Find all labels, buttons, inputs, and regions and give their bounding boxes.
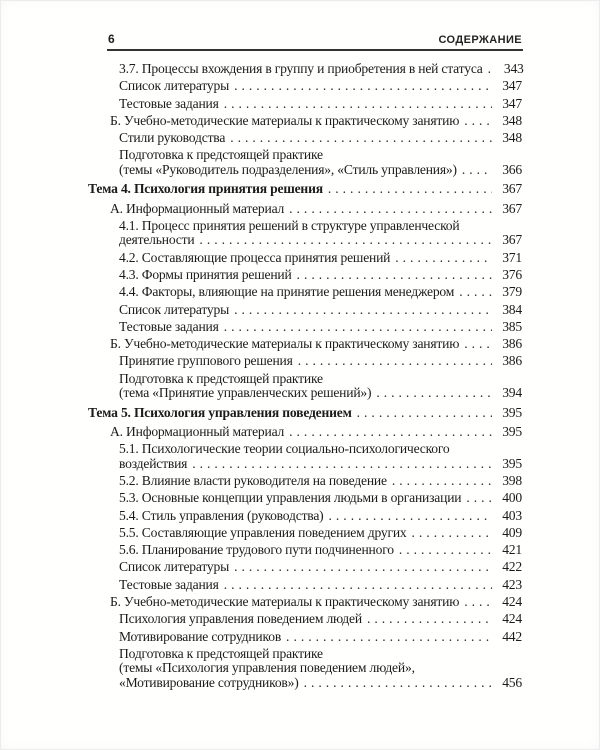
toc-entry-page: 348: [502, 130, 522, 146]
toc-entry-page: 424: [502, 611, 522, 627]
toc-entry-text: Список литературы: [119, 78, 230, 94]
toc-entry-text: Б. Учебно-методические материалы к практическому занятию: [110, 112, 460, 128]
toc-entry-text: Список литературы: [119, 559, 230, 575]
toc-entry-text: (тема «Принятие управленческих решений»): [119, 385, 372, 401]
dot-leader: [464, 593, 492, 610]
toc-entry-text: 4.2. Составляющие процесса принятия решений: [119, 249, 391, 265]
toc-entry: [0, 472, 600, 489]
dot-leader: [192, 455, 492, 472]
toc-entry: [0, 180, 600, 197]
toc-entry-page: 367: [502, 181, 522, 197]
toc-entry-page: 421: [502, 542, 522, 558]
toc-entry-page: 423: [502, 576, 522, 592]
dot-leader: [289, 423, 492, 440]
toc-entry-text: 3.7. Процессы вхождения в группу и приобретения в ней статуса: [119, 61, 483, 76]
toc-entry: [0, 628, 600, 645]
dot-leader: [304, 674, 492, 691]
dot-leader: [224, 318, 492, 335]
toc-entry-page: 348: [502, 112, 522, 128]
dot-leader: [234, 77, 492, 94]
toc-entry-page: 398: [502, 472, 522, 488]
toc-entry: [0, 283, 600, 300]
toc-entry: [0, 77, 600, 94]
toc-entry: [0, 95, 600, 112]
toc-entry: [0, 335, 600, 352]
page-header: [0, 0, 600, 49]
toc-entry-text: воздействия: [119, 455, 188, 471]
toc-entry-text: Список литературы: [119, 301, 230, 317]
table-of-contents: [0, 51, 600, 691]
dot-leader: [399, 541, 492, 558]
toc-entry-page: 400: [502, 490, 522, 506]
toc-entry-text: Б. Учебно-методические материалы к практическому занятию: [110, 594, 460, 610]
toc-entry-page: 394: [502, 385, 522, 401]
toc-entry-text: 5.2. Влияние власти руководителя на поведение: [119, 472, 387, 488]
toc-entry-page: 371: [502, 249, 522, 265]
toc-entry-text: Мотивирование сотрудников: [119, 628, 282, 644]
toc-entry-text: 5.5. Составляющие управления поведением других: [119, 524, 407, 540]
toc-entry-text: 5.4. Стиль управления (руководства): [119, 507, 324, 523]
toc-entry: [0, 593, 600, 610]
toc-entry: [0, 576, 600, 593]
toc-entry: [0, 112, 600, 129]
toc-entry-text: Подготовка к предстоящей практике: [119, 645, 323, 661]
toc-entry-page: 343: [503, 61, 524, 76]
toc-entry: [0, 610, 600, 627]
toc-entry: [0, 541, 600, 558]
toc-entry-page: 422: [502, 559, 522, 575]
toc-entry: [0, 161, 600, 178]
toc-entry-text: Тестовые задания: [119, 318, 219, 334]
dot-leader: [297, 266, 492, 283]
dot-leader: [234, 301, 492, 318]
toc-entry: [0, 266, 600, 283]
toc-entry-text: А. Информационный материал: [110, 200, 285, 216]
dot-leader: [328, 180, 492, 197]
toc-entry-text: Тема 4. Психология принятия решения: [88, 181, 323, 197]
toc-entry: [0, 129, 600, 146]
toc-entry: [0, 352, 600, 369]
toc-entry: [0, 231, 600, 248]
dot-leader: [488, 60, 494, 77]
toc-entry-page: 424: [502, 594, 522, 610]
toc-entry-page: 403: [502, 507, 522, 523]
toc-entry-page: 386: [502, 353, 522, 369]
toc-entry-page: 442: [502, 628, 522, 644]
page-number: 6: [108, 32, 115, 46]
dot-leader: [357, 404, 492, 421]
dot-leader: [367, 610, 492, 627]
toc-entry-text: (темы «Психология управления поведением людей»,: [119, 660, 415, 676]
toc-entry-text: Подготовка к предстоящей практике: [119, 370, 323, 386]
toc-entry: [0, 200, 600, 217]
toc-entry-page: 409: [502, 524, 522, 540]
toc-entry-text: Б. Учебно-методические материалы к практическому занятию: [110, 336, 460, 352]
toc-entry: [0, 558, 600, 575]
toc-entry-text: 4.4. Факторы, влияющие на принятие решения менеджером: [119, 284, 455, 300]
toc-entry-page: 367: [502, 200, 522, 216]
toc-entry: [0, 423, 600, 440]
toc-entry-page: 347: [502, 78, 522, 94]
toc-entry: [0, 384, 600, 401]
toc-entry-text: Психология управления поведением людей: [119, 611, 362, 627]
dot-leader: [329, 507, 492, 524]
toc-entry-text: Подготовка к предстоящей практике: [119, 147, 323, 163]
toc-entry-text: 5.1. Психологические теории социально-психологического: [119, 441, 450, 457]
toc-entry-page: 456: [502, 674, 522, 690]
toc-entry-text: (темы «Руководитель подразделения», «Стиль управления»): [119, 161, 457, 177]
dot-leader: [224, 576, 492, 593]
toc-entry: [0, 404, 600, 421]
toc-entry-text: Тестовые задания: [119, 95, 219, 111]
toc-entry-text: Принятие группового решения: [119, 353, 293, 369]
dot-leader: [459, 283, 492, 300]
toc-entry: [0, 507, 600, 524]
toc-entry-page: 395: [502, 455, 522, 471]
toc-entry: [0, 60, 600, 77]
toc-entry-text: деятельности: [119, 232, 195, 248]
toc-entry-text: Стили руководства: [119, 130, 226, 146]
dot-leader: [199, 231, 492, 248]
dot-leader: [234, 558, 492, 575]
toc-entry-text: 4.3. Формы принятия решений: [119, 266, 292, 282]
toc-entry-text: «Мотивирование сотрудников»): [119, 674, 299, 690]
toc-entry: [0, 249, 600, 266]
toc-entry-text: 5.3. Основные концепции управления людьми в организации: [119, 490, 462, 506]
toc-entry-page: 366: [502, 161, 522, 177]
toc-entry: [0, 524, 600, 541]
toc-entry-text: Тестовые задания: [119, 576, 219, 592]
toc-entry-text: 4.1. Процесс принятия решений в структуре управленческой: [119, 217, 460, 233]
dot-leader: [412, 524, 492, 541]
running-title: СОДЕРЖАНИЕ: [438, 34, 522, 46]
toc-entry: [0, 301, 600, 318]
toc-entry-page: 384: [502, 301, 522, 317]
dot-leader: [289, 200, 492, 217]
toc-entry-page: 379: [502, 284, 522, 300]
toc-entry: [0, 489, 600, 506]
dot-leader: [464, 112, 492, 129]
toc-entry-text: Тема 5. Психология управления поведением: [88, 404, 352, 420]
dot-leader: [395, 249, 492, 266]
toc-entry-page: 367: [502, 232, 522, 248]
toc-entry-page: 386: [502, 336, 522, 352]
toc-entry-page: 385: [502, 318, 522, 334]
dot-leader: [392, 472, 492, 489]
dot-leader: [376, 384, 492, 401]
toc-entry-page: 347: [502, 95, 522, 111]
toc-entry-page: 395: [502, 404, 522, 420]
dot-leader: [466, 489, 492, 506]
dot-leader: [286, 628, 492, 645]
toc-entry-page: 376: [502, 266, 522, 282]
toc-entry-text: А. Информационный материал: [110, 423, 285, 439]
dot-leader: [462, 161, 492, 178]
toc-entry-page: 395: [502, 423, 522, 439]
dot-leader: [464, 335, 492, 352]
toc-entry-text: 5.6. Планирование трудового пути подчиненного: [119, 542, 394, 558]
dot-leader: [224, 95, 492, 112]
dot-leader: [230, 129, 492, 146]
dot-leader: [298, 352, 492, 369]
toc-entry: [0, 455, 600, 472]
toc-entry: [0, 318, 600, 335]
